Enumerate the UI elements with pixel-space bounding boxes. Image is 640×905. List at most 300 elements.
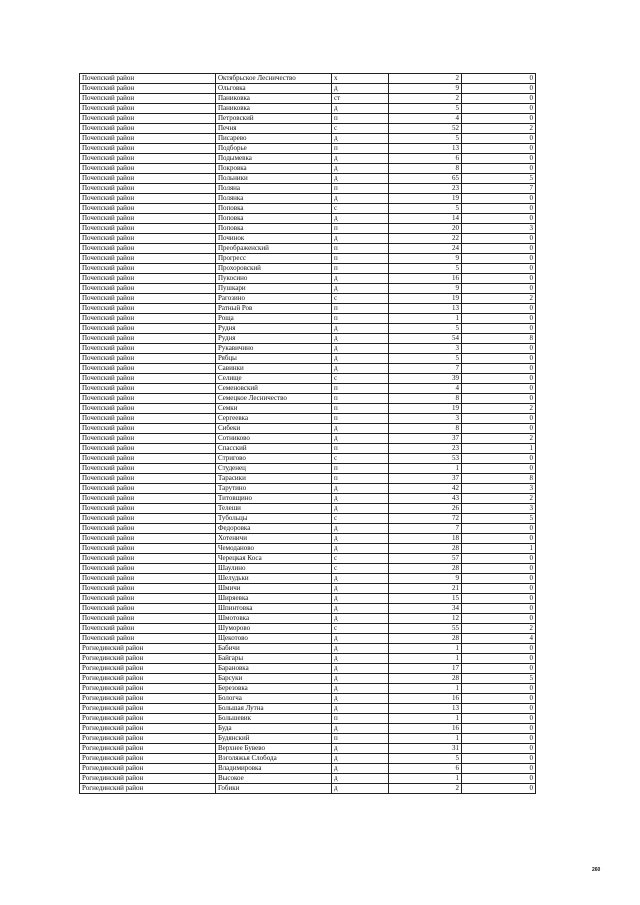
table-row (80, 74, 536, 84)
population-cell: 16 (389, 274, 462, 284)
district-cell: Почепский район (80, 304, 216, 314)
settlement-cell: Шуморово (216, 624, 332, 634)
population-cell: 23 (389, 444, 462, 454)
population-cell: 34 (389, 604, 462, 614)
count-cell: 0 (462, 244, 536, 254)
settlement-type-cell: д (332, 104, 389, 114)
settlement-type-cell: д (332, 504, 389, 514)
district-cell: Почепский район (80, 414, 216, 424)
district-cell: Почепский район (80, 284, 216, 294)
population-cell: 16 (389, 724, 462, 734)
population-cell: 8 (389, 164, 462, 174)
count-cell: 0 (462, 234, 536, 244)
settlement-type-cell: п (332, 444, 389, 454)
district-cell: Почепский район (80, 624, 216, 634)
table-row (80, 564, 536, 574)
settlement-type-cell: д (332, 764, 389, 774)
settlement-type-cell: п (332, 244, 389, 254)
district-cell: Рогнединский район (80, 704, 216, 714)
count-cell: 0 (462, 464, 536, 474)
settlement-type-cell: д (332, 644, 389, 654)
settlement-type-cell: д (332, 744, 389, 754)
table-row (80, 644, 536, 654)
table-row (80, 704, 536, 714)
table-row (80, 754, 536, 764)
population-cell: 5 (389, 354, 462, 364)
settlement-type-cell: д (332, 434, 389, 444)
settlement-cell: Будянский (216, 734, 332, 744)
settlement-type-cell: д (332, 754, 389, 764)
settlement-type-cell: д (332, 674, 389, 684)
district-cell: Почепский район (80, 454, 216, 464)
count-cell: 0 (462, 574, 536, 584)
settlement-type-cell: п (332, 184, 389, 194)
district-cell: Почепский район (80, 394, 216, 404)
count-cell: 5 (462, 674, 536, 684)
population-cell: 16 (389, 694, 462, 704)
district-cell: Почепский район (80, 334, 216, 344)
district-cell: Рогнединский район (80, 784, 216, 794)
population-cell: 7 (389, 524, 462, 534)
count-cell: 0 (462, 414, 536, 424)
district-cell: Почепский район (80, 194, 216, 204)
settlement-cell: Буда (216, 724, 332, 734)
population-cell: 55 (389, 624, 462, 634)
settlement-cell: Щекотово (216, 634, 332, 644)
population-cell: 5 (389, 264, 462, 274)
settlement-type-cell: д (332, 174, 389, 184)
population-cell: 20 (389, 224, 462, 234)
district-cell: Почепский район (80, 534, 216, 544)
population-cell: 37 (389, 474, 462, 484)
district-cell: Почепский район (80, 554, 216, 564)
population-cell: 43 (389, 494, 462, 504)
population-cell: 26 (389, 504, 462, 514)
population-cell: 57 (389, 554, 462, 564)
settlement-type-cell: п (332, 304, 389, 314)
settlement-type-cell: п (332, 464, 389, 474)
count-cell: 2 (462, 294, 536, 304)
settlement-cell: Октябрьское Лесничество (216, 74, 332, 84)
population-cell: 9 (389, 574, 462, 584)
count-cell: 0 (462, 114, 536, 124)
district-cell: Почепский район (80, 344, 216, 354)
population-cell: 3 (389, 414, 462, 424)
settlement-type-cell: д (332, 684, 389, 694)
count-cell: 0 (462, 744, 536, 754)
district-cell: Почепский район (80, 84, 216, 94)
district-cell: Почепский район (80, 404, 216, 414)
settlement-cell: Верхнее Бувево (216, 744, 332, 754)
table-row (80, 594, 536, 604)
population-cell: 3 (389, 344, 462, 354)
table-row (80, 134, 536, 144)
count-cell: 3 (462, 504, 536, 514)
settlement-cell: Владимировка (216, 764, 332, 774)
table-row (80, 624, 536, 634)
settlement-cell: Паниковка (216, 94, 332, 104)
district-cell: Почепский район (80, 464, 216, 474)
settlement-type-cell: с (332, 624, 389, 634)
table-row (80, 514, 536, 524)
settlement-cell: Шелудьки (216, 574, 332, 584)
settlement-cell: Рудня (216, 324, 332, 334)
settlement-cell: Сергеевка (216, 414, 332, 424)
count-cell: 0 (462, 714, 536, 724)
table-row (80, 124, 536, 134)
district-cell: Почепский район (80, 234, 216, 244)
count-cell: 0 (462, 384, 536, 394)
table-row (80, 494, 536, 504)
settlement-cell: Ратный Ров (216, 304, 332, 314)
population-cell: 37 (389, 434, 462, 444)
district-cell: Почепский район (80, 614, 216, 624)
settlement-type-cell: д (332, 354, 389, 364)
population-cell: 4 (389, 384, 462, 394)
table-row (80, 774, 536, 784)
table-row (80, 484, 536, 494)
population-cell: 1 (389, 684, 462, 694)
settlement-cell: Стригово (216, 454, 332, 464)
table-row (80, 114, 536, 124)
district-cell: Рогнединский район (80, 754, 216, 764)
settlement-cell: Бабичи (216, 644, 332, 654)
district-cell: Почепский район (80, 214, 216, 224)
settlement-cell: Высокое (216, 774, 332, 784)
table-row (80, 764, 536, 774)
table-row (80, 204, 536, 214)
population-cell: 9 (389, 84, 462, 94)
population-cell: 31 (389, 744, 462, 754)
settlement-type-cell: д (332, 84, 389, 94)
settlement-cell: Преображенский (216, 244, 332, 254)
district-cell: Почепский район (80, 354, 216, 364)
count-cell: 2 (462, 434, 536, 444)
population-cell: 2 (389, 74, 462, 84)
settlement-type-cell: д (332, 214, 389, 224)
settlement-type-cell: с (332, 554, 389, 564)
count-cell: 3 (462, 484, 536, 494)
settlement-type-cell: д (332, 234, 389, 244)
population-cell: 5 (389, 204, 462, 214)
district-cell: Почепский район (80, 584, 216, 594)
settlement-cell: Селище (216, 374, 332, 384)
count-cell: 2 (462, 624, 536, 634)
table-row (80, 544, 536, 554)
table-row (80, 414, 536, 424)
population-cell: 4 (389, 114, 462, 124)
settlement-cell: Семеновский (216, 384, 332, 394)
population-cell: 2 (389, 784, 462, 794)
settlement-type-cell: д (332, 364, 389, 374)
settlement-type-cell: п (332, 314, 389, 324)
district-cell: Почепский район (80, 564, 216, 574)
settlement-type-cell: п (332, 474, 389, 484)
table-row (80, 554, 536, 564)
district-cell: Почепский район (80, 254, 216, 264)
settlement-cell: Шмичи (216, 584, 332, 594)
district-cell: Рогнединский район (80, 734, 216, 744)
district-cell: Почепский район (80, 124, 216, 134)
settlement-type-cell: д (332, 194, 389, 204)
district-cell: Рогнединский район (80, 674, 216, 684)
table-row (80, 434, 536, 444)
count-cell: 0 (462, 724, 536, 734)
settlement-cell: Починок (216, 234, 332, 244)
population-cell: 17 (389, 664, 462, 674)
population-cell: 12 (389, 614, 462, 624)
count-cell: 0 (462, 94, 536, 104)
population-cell: 23 (389, 184, 462, 194)
page-number: 260 (592, 867, 601, 873)
population-cell: 1 (389, 464, 462, 474)
population-cell: 8 (389, 424, 462, 434)
count-cell: 0 (462, 694, 536, 704)
district-cell: Почепский район (80, 104, 216, 114)
count-cell: 5 (462, 174, 536, 184)
settlement-cell: Студенец (216, 464, 332, 474)
settlement-type-cell: п (332, 404, 389, 414)
population-cell: 7 (389, 364, 462, 374)
settlement-cell: Печня (216, 124, 332, 134)
table-row (80, 744, 536, 754)
district-cell: Почепский район (80, 294, 216, 304)
count-cell: 0 (462, 774, 536, 784)
population-cell: 1 (389, 314, 462, 324)
settlement-type-cell: п (332, 394, 389, 404)
table-row (80, 164, 536, 174)
district-cell: Рогнединский район (80, 764, 216, 774)
settlement-cell: Тарутино (216, 484, 332, 494)
table-row (80, 224, 536, 234)
settlement-type-cell: д (332, 534, 389, 544)
settlement-cell: Поповка (216, 224, 332, 234)
settlement-type-cell: с (332, 204, 389, 214)
settlement-type-cell: с (332, 294, 389, 304)
settlement-cell: Рудня (216, 334, 332, 344)
count-cell: 0 (462, 304, 536, 314)
count-cell: 0 (462, 194, 536, 204)
count-cell: 0 (462, 284, 536, 294)
population-cell: 52 (389, 124, 462, 134)
population-cell: 5 (389, 324, 462, 334)
table-row (80, 614, 536, 624)
settlement-cell: Тарасики (216, 474, 332, 484)
district-cell: Почепский район (80, 94, 216, 104)
table-row (80, 694, 536, 704)
count-cell: 0 (462, 524, 536, 534)
count-cell: 0 (462, 644, 536, 654)
settlement-cell: Поповка (216, 214, 332, 224)
table-row (80, 734, 536, 744)
count-cell: 8 (462, 474, 536, 484)
settlement-type-cell: п (332, 414, 389, 424)
district-cell: Почепский район (80, 324, 216, 334)
table-row (80, 654, 536, 664)
district-cell: Почепский район (80, 574, 216, 584)
table-row (80, 714, 536, 724)
count-cell: 0 (462, 424, 536, 434)
count-cell: 0 (462, 204, 536, 214)
population-cell: 19 (389, 194, 462, 204)
settlement-cell: Петровский (216, 114, 332, 124)
table-row (80, 444, 536, 454)
district-cell: Почепский район (80, 204, 216, 214)
count-cell: 0 (462, 564, 536, 574)
population-cell: 13 (389, 144, 462, 154)
settlement-type-cell: с (332, 564, 389, 574)
settlement-type-cell: х (332, 74, 389, 84)
settlement-type-cell: д (332, 654, 389, 664)
table-row (80, 464, 536, 474)
district-cell: Рогнединский район (80, 644, 216, 654)
count-cell: 2 (462, 404, 536, 414)
settlement-cell: Подымевка (216, 154, 332, 164)
district-cell: Почепский район (80, 264, 216, 274)
district-cell: Почепский район (80, 384, 216, 394)
settlement-cell: Прохоровский (216, 264, 332, 274)
settlement-cell: Пушкари (216, 284, 332, 294)
settlement-cell: Барановка (216, 664, 332, 674)
population-cell: 2 (389, 94, 462, 104)
count-cell: 0 (462, 704, 536, 714)
table-row (80, 684, 536, 694)
table-row (80, 194, 536, 204)
district-cell: Почепский район (80, 364, 216, 374)
district-cell: Почепский район (80, 634, 216, 644)
count-cell: 0 (462, 134, 536, 144)
settlements-table-body (80, 74, 536, 794)
district-cell: Рогнединский район (80, 714, 216, 724)
settlement-cell: Покровка (216, 164, 332, 174)
count-cell: 0 (462, 614, 536, 624)
table-row (80, 244, 536, 254)
settlement-type-cell: д (332, 274, 389, 284)
population-cell: 28 (389, 634, 462, 644)
settlement-type-cell: ст (332, 94, 389, 104)
settlement-type-cell: д (332, 164, 389, 174)
settlement-type-cell: п (332, 734, 389, 744)
count-cell: 0 (462, 454, 536, 464)
count-cell: 7 (462, 184, 536, 194)
district-cell: Почепский район (80, 134, 216, 144)
district-cell: Почепский район (80, 274, 216, 284)
count-cell: 0 (462, 754, 536, 764)
settlement-type-cell: д (332, 324, 389, 334)
settlement-cell: Сибеки (216, 424, 332, 434)
settlement-cell: Тубольцы (216, 514, 332, 524)
district-cell: Рогнединский район (80, 694, 216, 704)
count-cell: 0 (462, 684, 536, 694)
district-cell: Почепский район (80, 244, 216, 254)
settlement-cell: Шпинтовка (216, 604, 332, 614)
table-row (80, 404, 536, 414)
table-row (80, 424, 536, 434)
count-cell: 8 (462, 334, 536, 344)
table-row (80, 524, 536, 534)
count-cell: 0 (462, 534, 536, 544)
table-row (80, 394, 536, 404)
settlement-type-cell: д (332, 774, 389, 784)
district-cell: Почепский район (80, 184, 216, 194)
settlement-type-cell: д (332, 344, 389, 354)
settlement-cell: Поляна (216, 184, 332, 194)
settlement-cell: Черецкая Коса (216, 554, 332, 564)
count-cell: 0 (462, 364, 536, 374)
count-cell: 0 (462, 314, 536, 324)
population-cell: 8 (389, 394, 462, 404)
district-cell: Рогнединский район (80, 684, 216, 694)
population-cell: 5 (389, 104, 462, 114)
count-cell: 0 (462, 324, 536, 334)
count-cell: 0 (462, 164, 536, 174)
settlement-type-cell: с (332, 454, 389, 464)
settlement-type-cell: с (332, 514, 389, 524)
district-cell: Почепский район (80, 484, 216, 494)
count-cell: 0 (462, 264, 536, 274)
population-cell: 28 (389, 674, 462, 684)
district-cell: Почепский район (80, 594, 216, 604)
settlement-cell: Ольговка (216, 84, 332, 94)
table-row (80, 154, 536, 164)
settlement-type-cell: с (332, 374, 389, 384)
table-row (80, 274, 536, 284)
settlement-cell: Рябцы (216, 354, 332, 364)
settlement-cell: Байгары (216, 654, 332, 664)
population-cell: 1 (389, 644, 462, 654)
population-cell: 1 (389, 714, 462, 724)
table-row (80, 364, 536, 374)
count-cell: 0 (462, 394, 536, 404)
settlement-type-cell: д (332, 614, 389, 624)
table-row (80, 574, 536, 584)
population-cell: 13 (389, 304, 462, 314)
table-row (80, 604, 536, 614)
settlement-cell: Титовщино (216, 494, 332, 504)
table-row (80, 214, 536, 224)
district-cell: Почепский район (80, 114, 216, 124)
population-cell: 28 (389, 544, 462, 554)
table-row (80, 344, 536, 354)
table-row (80, 674, 536, 684)
count-cell: 0 (462, 604, 536, 614)
settlement-cell: Федоровка (216, 524, 332, 534)
district-cell: Рогнединский район (80, 664, 216, 674)
settlement-cell: Шаулино (216, 564, 332, 574)
population-cell: 13 (389, 704, 462, 714)
settlement-cell: Савинки (216, 364, 332, 374)
population-cell: 19 (389, 404, 462, 414)
population-cell: 21 (389, 584, 462, 594)
population-cell: 53 (389, 454, 462, 464)
table-row (80, 254, 536, 264)
table-row (80, 174, 536, 184)
population-cell: 54 (389, 334, 462, 344)
settlement-type-cell: п (332, 114, 389, 124)
settlements-table (79, 73, 536, 794)
settlement-type-cell: д (332, 634, 389, 644)
settlement-type-cell: п (332, 224, 389, 234)
district-cell: Почепский район (80, 504, 216, 514)
settlement-cell: Полянка (216, 194, 332, 204)
count-cell: 1 (462, 544, 536, 554)
settlement-type-cell: д (332, 784, 389, 794)
count-cell: 0 (462, 734, 536, 744)
settlement-type-cell: п (332, 264, 389, 274)
settlement-cell: Барсуки (216, 674, 332, 684)
settlement-type-cell: д (332, 664, 389, 674)
table-row (80, 504, 536, 514)
